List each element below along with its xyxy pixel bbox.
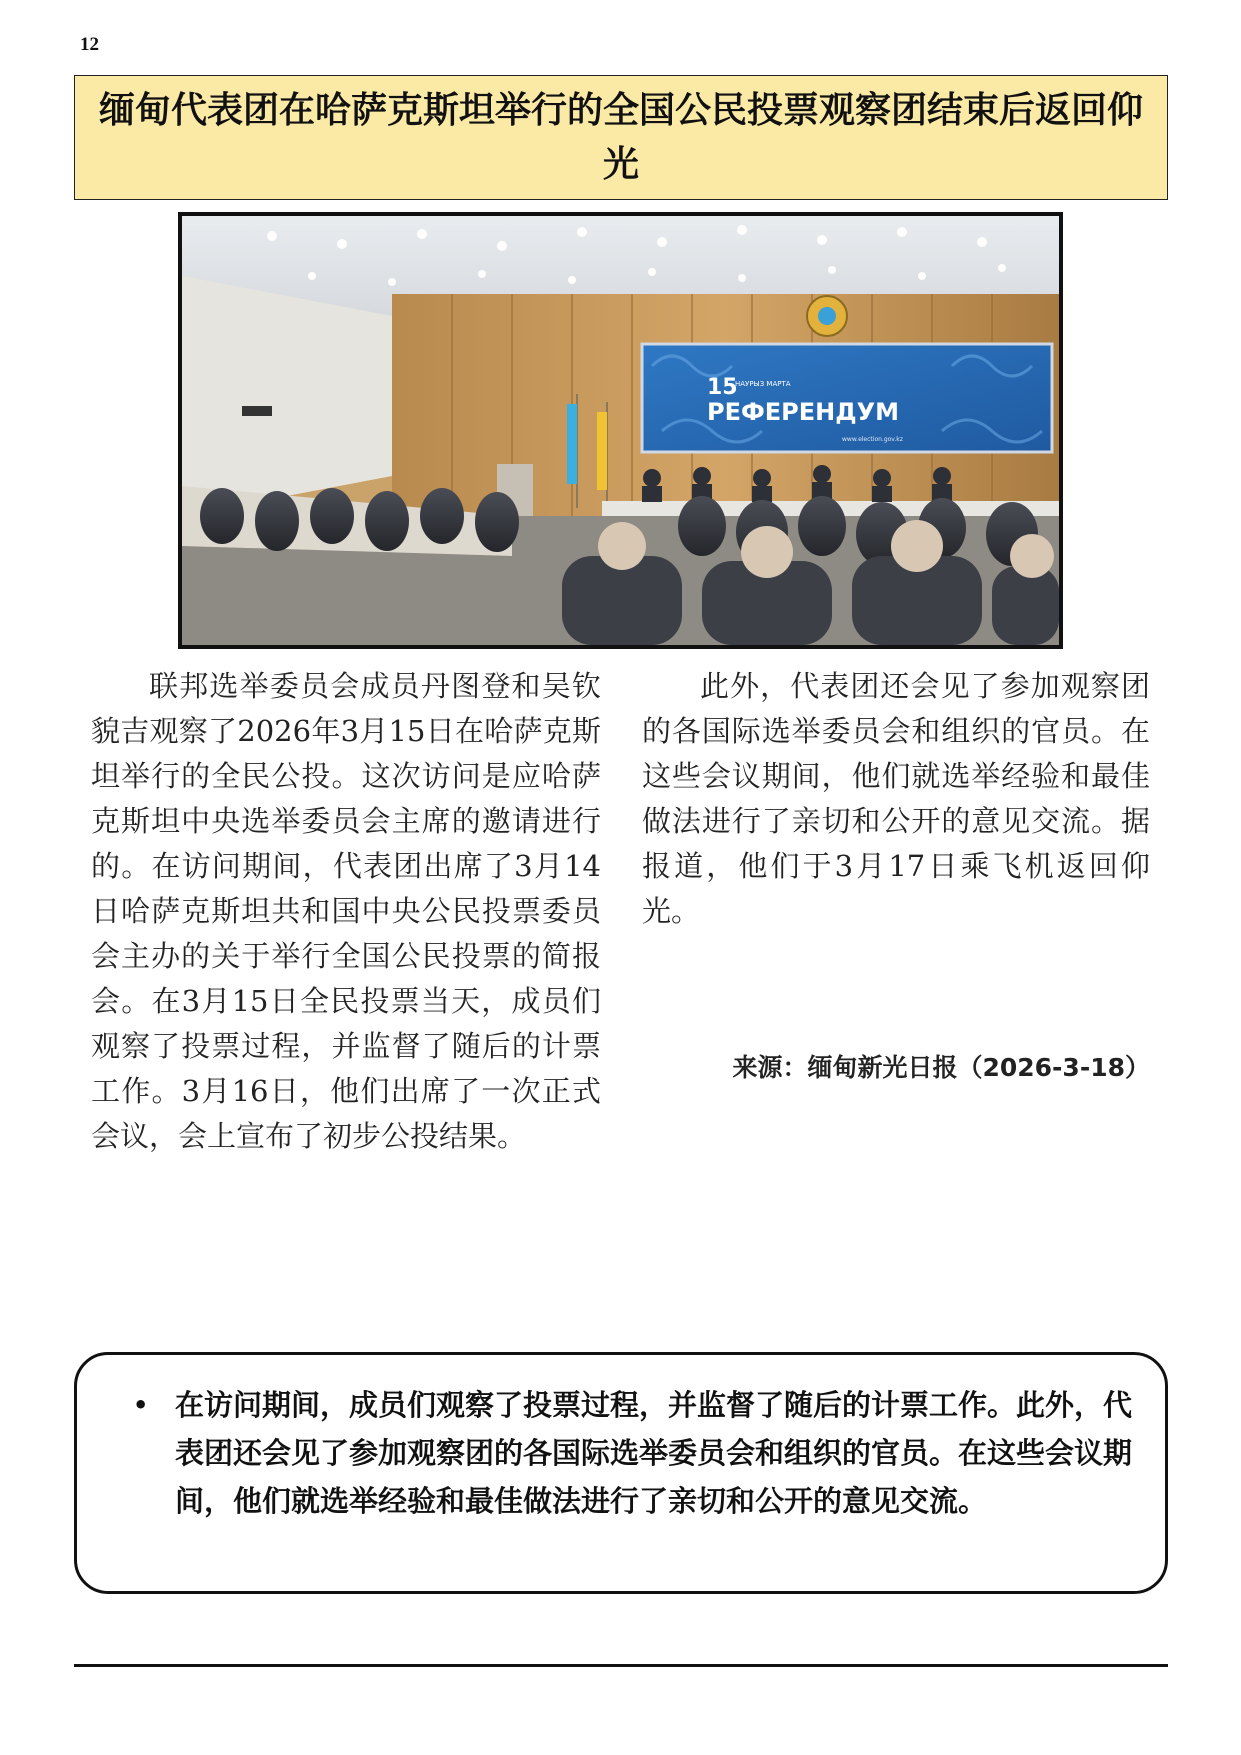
summary-item — [133, 1381, 1143, 1525]
article-column-left — [91, 664, 601, 1159]
source-citation: 来源：缅甸新光日报（2026-3-18） — [732, 1053, 1150, 1082]
footer-divider — [74, 1664, 1168, 1667]
article-paragraph: 此外，代表团还会见了参加观察团的各国际选举委员会和组织的官员。在这些会议期间，他们就选举经验和最佳做法进行了亲切和公开的意见交流。据报道，他们于3月17日乘飞机返回仰光。 — [642, 669, 1150, 928]
article-paragraph: 联邦选举委员会成员丹图登和吴钦貌吉观察了2026年3月15日在哈萨克斯坦举行的全民公投。这次访问是应哈萨克斯坦中央选举委员会主席的邀请进行的。在访问期间，代表团出席了3月14日哈萨克斯坦共和国中央公民投票委员会主办的关于举行全国公民投票的简报会。在3月15日全民投票当天，成员们观察了投票过程，并监督了随后的计票工作。3月16日，他们出席了一次正式会议，会上宣布了初步公投结果。 — [91, 669, 601, 1153]
article-photo — [178, 212, 1063, 649]
title-box — [74, 75, 1168, 200]
page-number: 12 — [80, 34, 99, 55]
summary-list — [133, 1381, 1143, 1525]
svg-text:15: 15 — [707, 375, 738, 400]
conference-hall-illustration — [182, 216, 1059, 645]
article-title: 缅甸代表团在哈萨克斯坦举行的全国公民投票观察团结束后返回仰光 — [98, 89, 1143, 185]
article-column-right — [642, 664, 1150, 934]
svg-text:НАУРЫЗ МАРТА: НАУРЫЗ МАРТА — [735, 380, 791, 388]
bullet-icon: • — [133, 1391, 149, 1419]
svg-text:РЕФЕРЕНДУМ: РЕФЕРЕНДУМ — [707, 398, 900, 426]
summary-box — [74, 1352, 1168, 1594]
svg-text:www.election.gov.kz: www.election.gov.kz — [842, 436, 903, 443]
summary-text: 在访问期间，成员们观察了投票过程，并监督了随后的计票工作。此外，代表团还会见了参加观察团的各国际选举委员会和组织的官员。在这些会议期间，他们就选举经验和最佳做法进行了亲切和公开的意见交流。 — [175, 1388, 1133, 1518]
